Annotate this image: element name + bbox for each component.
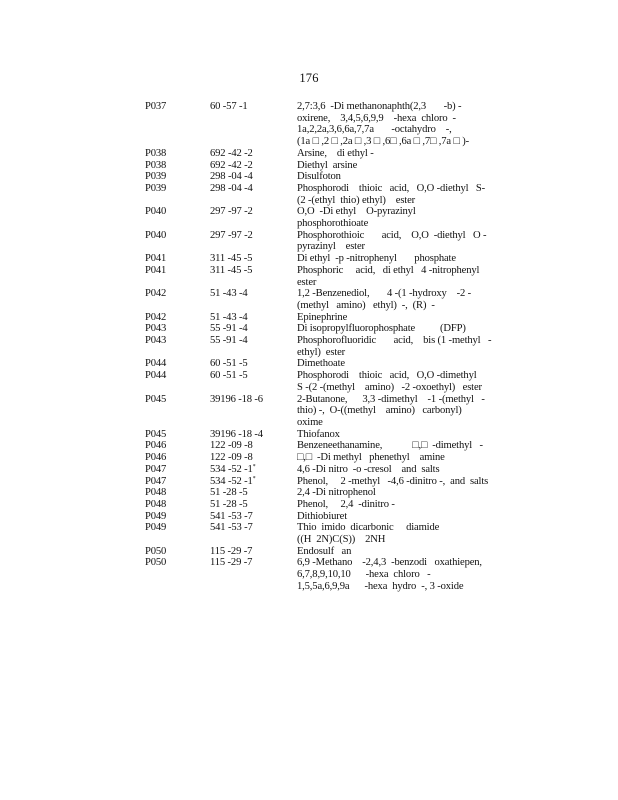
cas-number-cell: [210, 148, 297, 160]
cas-number-cell: [210, 323, 297, 335]
substance-name-line: Diethyl arsine: [297, 159, 358, 171]
substance-name: [297, 171, 497, 183]
substance-name-line: Epinephrine: [297, 311, 348, 323]
cas-number: 39196 -18 -6: [210, 393, 263, 405]
hazardous-waste-code: P046: [145, 440, 167, 452]
substance-name: [297, 546, 497, 558]
cas-number-cell: [210, 171, 297, 183]
cas-number: 51 -28 -5: [210, 498, 248, 510]
table-row: [0, 160, 618, 172]
substance-name: [297, 101, 497, 148]
substance-name-line: (1a □ ,2 □ ,2a □ ,3 □ ,6□ ,6a □ ,7□ ,7a □ )-: [297, 136, 469, 148]
substance-name-line: ester: [297, 276, 317, 288]
hazardous-waste-code: P049: [145, 510, 167, 522]
hazardous-waste-code: P041: [145, 253, 167, 265]
cas-number-cell: [210, 546, 297, 558]
substance-name: [297, 487, 497, 499]
cas-number: 311 -45 -5: [210, 253, 253, 265]
table-row: [0, 171, 618, 183]
substance-name-line: Benzeneethanamine, □,□ -dimethyl -: [297, 440, 483, 452]
waste-code-table: [0, 101, 618, 593]
table-row: [0, 323, 618, 335]
cas-number: 692 -42 -2: [210, 159, 253, 171]
hazardous-waste-code: P044: [145, 358, 167, 370]
hazardous-waste-code: P039: [145, 171, 167, 183]
substance-name-line: Phosphorofluoridic acid, bis (1 -methyl -: [297, 335, 492, 347]
hazardous-waste-code: P041: [145, 264, 167, 276]
cas-number: 311 -45 -5: [210, 264, 253, 276]
table-row: [0, 230, 618, 253]
substance-name: [297, 464, 497, 476]
substance-name-line: oxirene, 3,4,5,6,9,9 -hexa chloro -: [297, 112, 456, 124]
substance-name: [297, 440, 497, 452]
cas-number-cell: [210, 440, 297, 452]
substance-name-line: Dimethoate: [297, 358, 345, 370]
cas-number-cell: [210, 464, 297, 476]
cas-number: 297 -97 -2: [210, 229, 253, 241]
hazardous-waste-code: P050: [145, 545, 167, 557]
substance-name-line: pyrazinyl ester: [297, 241, 365, 253]
cas-number-cell: [210, 288, 297, 311]
substance-name-line: 1,2 -Benzenediol, 4 -(1 -hydroxy -2 -: [297, 288, 472, 300]
substance-name: [297, 394, 497, 429]
table-row: [0, 511, 618, 523]
substance-name-line: Thiofanox: [297, 428, 340, 440]
table-row: [0, 312, 618, 324]
cas-number: 298 -04 -4: [210, 182, 253, 194]
cas-number-cell: [210, 160, 297, 172]
substance-name: [297, 429, 497, 441]
table-row: [0, 394, 618, 429]
table-row: [0, 183, 618, 206]
table-row: [0, 464, 618, 476]
hazardous-waste-code: P038: [145, 147, 167, 159]
hazardous-waste-code: P047: [145, 463, 167, 475]
cas-number-cell: [210, 476, 297, 488]
substance-name: [297, 476, 497, 488]
table-row: [0, 429, 618, 441]
table-row: [0, 476, 618, 488]
substance-name-line: 1a,2,2a,3,6,6a,7,7a -octahydro -,: [297, 124, 452, 136]
substance-name: [297, 358, 497, 370]
substance-name: [297, 265, 497, 288]
cas-number: 541 -53 -7: [210, 510, 253, 522]
hazardous-waste-code: P039: [145, 182, 167, 194]
substance-name-line: Thio imido dicarbonic diamide: [297, 522, 440, 534]
substance-name: [297, 312, 497, 324]
table-row: [0, 452, 618, 464]
cas-number: 60 -51 -5: [210, 358, 248, 370]
cas-number: 122 -09 -8: [210, 440, 253, 452]
cas-number: 60 -57 -1: [210, 101, 248, 112]
hazardous-waste-code: P047: [145, 475, 167, 487]
substance-name-line: Endosulf an: [297, 545, 352, 557]
substance-name-line: Phenol, 2,4 -dinitro -: [297, 498, 395, 510]
cas-number: 55 -91 -4: [210, 335, 248, 347]
substance-name-line: 6,9 -Methano -2,4,3 -benzodi oxathiepen,: [297, 557, 482, 569]
substance-name-line: 2,7:3,6 -Di methanonaphth(2,3 -b) -: [297, 101, 462, 112]
substance-name: [297, 206, 497, 229]
hazardous-waste-code: P040: [145, 206, 167, 218]
table-row: [0, 101, 618, 148]
cas-number-cell: [210, 429, 297, 441]
cas-number-cell: [210, 253, 297, 265]
substance-name-line: 4,6 -Di nitro -o -cresol and salts: [297, 463, 440, 475]
substance-name-line: □,□ -Di methyl phenethyl amine: [297, 452, 445, 464]
cas-number-cell: [210, 522, 297, 545]
substance-name-line: ((H 2N)C(S)) 2NH: [297, 534, 386, 546]
substance-name: [297, 522, 497, 545]
cas-number: 534 -52 -1: [210, 475, 253, 487]
cas-number: 541 -53 -7: [210, 522, 253, 534]
cas-number-cell: [210, 230, 297, 253]
table-row: [0, 499, 618, 511]
cas-number-cell: [210, 557, 297, 592]
cas-number-cell: [210, 358, 297, 370]
substance-name: [297, 452, 497, 464]
cas-footnote-mark: *: [252, 463, 256, 470]
substance-name-line: thio) -, O-((methyl amino) carbonyl): [297, 405, 462, 417]
hazardous-waste-code: P044: [145, 370, 167, 382]
cas-number-cell: [210, 487, 297, 499]
cas-number: 122 -09 -8: [210, 452, 253, 464]
hazardous-waste-code: P037: [145, 101, 167, 112]
substance-name-line: S -(2 -(methyl amino) -2 -oxoethyl) ester: [297, 381, 482, 393]
table-row: [0, 487, 618, 499]
substance-name: [297, 557, 497, 592]
cas-number: 297 -97 -2: [210, 206, 253, 218]
substance-name-line: Phosphorothioic acid, O,O -diethyl O -: [297, 229, 487, 241]
cas-number-cell: [210, 101, 297, 148]
substance-name-line: 6,7,8,9,10,10 -hexa chloro -: [297, 569, 431, 581]
substance-name-line: O,O -Di ethyl O-pyrazinyl: [297, 206, 416, 218]
hazardous-waste-code: P048: [145, 487, 167, 499]
hazardous-waste-code: P038: [145, 159, 167, 171]
table-row: [0, 288, 618, 311]
hazardous-waste-code: P046: [145, 452, 167, 464]
substance-name: [297, 370, 497, 393]
table-row: [0, 206, 618, 229]
substance-name-line: Phosphorodi thioic acid, O,O -diethyl S-: [297, 182, 486, 194]
cas-number: 692 -42 -2: [210, 147, 253, 159]
hazardous-waste-code: P045: [145, 393, 167, 405]
substance-name-line: 2,4 -Di nitrophenol: [297, 487, 376, 499]
hazardous-waste-code: P043: [145, 323, 167, 335]
substance-name: [297, 253, 497, 265]
hazardous-waste-code: P043: [145, 335, 167, 347]
table-row: [0, 253, 618, 265]
table-row: [0, 522, 618, 545]
substance-name-line: (2 -(ethyl thio) ethyl) ester: [297, 194, 416, 206]
substance-name-line: Di isopropylfluorophosphate (DFP): [297, 323, 466, 335]
substance-name-line: Dithiobiuret: [297, 510, 347, 522]
cas-number-cell: [210, 511, 297, 523]
substance-name: [297, 148, 497, 160]
cas-number: 51 -28 -5: [210, 487, 248, 499]
substance-name-line: Phosphoric acid, di ethyl 4 -nitrophenyl: [297, 264, 480, 276]
hazardous-waste-code: P049: [145, 522, 167, 534]
substance-name: [297, 288, 497, 311]
table-row: [0, 335, 618, 358]
cas-number: 115 -29 -7: [210, 557, 253, 569]
cas-number: 51 -43 -4: [210, 288, 248, 300]
cas-number-cell: [210, 265, 297, 288]
substance-name-line: oxime: [297, 416, 323, 428]
cas-number-cell: [210, 452, 297, 464]
substance-name-line: Disulfoton: [297, 171, 341, 183]
cas-number: 115 -29 -7: [210, 545, 253, 557]
substance-name-line: Arsine, di ethyl -: [297, 147, 374, 159]
hazardous-waste-code: P048: [145, 498, 167, 510]
substance-name: [297, 499, 497, 511]
cas-number-cell: [210, 312, 297, 324]
hazardous-waste-code: P042: [145, 288, 167, 300]
cas-number: 39196 -18 -4: [210, 428, 263, 440]
table-row: [0, 546, 618, 558]
cas-number: 534 -52 -1: [210, 463, 253, 475]
cas-number-cell: [210, 335, 297, 358]
cas-number-cell: [210, 394, 297, 429]
hazardous-waste-code: P045: [145, 428, 167, 440]
substance-name: [297, 335, 497, 358]
cas-footnote-mark: *: [252, 475, 256, 482]
cas-number-cell: [210, 206, 297, 229]
substance-name: [297, 511, 497, 523]
table-row: [0, 370, 618, 393]
table-row: [0, 440, 618, 452]
substance-name: [297, 323, 497, 335]
substance-name-line: (methyl amino) ethyl) -, (R) -: [297, 299, 435, 311]
cas-number: 55 -91 -4: [210, 323, 248, 335]
hazardous-waste-code: P050: [145, 557, 167, 569]
substance-name-line: 1,5,5a,6,9,9a -hexa hydro -, 3 -oxide: [297, 580, 464, 592]
substance-name-line: phosphorothioate: [297, 218, 369, 230]
substance-name-line: Phosphorodi thioic acid, O,O -dimethyl: [297, 370, 477, 382]
cas-number: 51 -43 -4: [210, 311, 248, 323]
hazardous-waste-code: P042: [145, 311, 167, 323]
page-number: 176: [299, 71, 319, 85]
table-row: [0, 148, 618, 160]
substance-name-line: 2-Butanone, 3,3 -dimethyl -1 -(methyl -: [297, 393, 485, 405]
substance-name: [297, 160, 497, 172]
cas-number: 298 -04 -4: [210, 171, 253, 183]
substance-name: [297, 183, 497, 206]
table-row: [0, 557, 618, 592]
cas-number-cell: [210, 183, 297, 206]
cas-number: 60 -51 -5: [210, 370, 248, 382]
substance-name-line: Phenol, 2 -methyl -4,6 -dinitro -, and salts: [297, 475, 489, 487]
substance-name: [297, 230, 497, 253]
table-row: [0, 358, 618, 370]
cas-number-cell: [210, 499, 297, 511]
substance-name-line: ethyl) ester: [297, 346, 346, 358]
substance-name-line: Di ethyl -p -nitrophenyl phosphate: [297, 253, 456, 265]
table-row: [0, 265, 618, 288]
cas-number-cell: [210, 370, 297, 393]
hazardous-waste-code: P040: [145, 229, 167, 241]
